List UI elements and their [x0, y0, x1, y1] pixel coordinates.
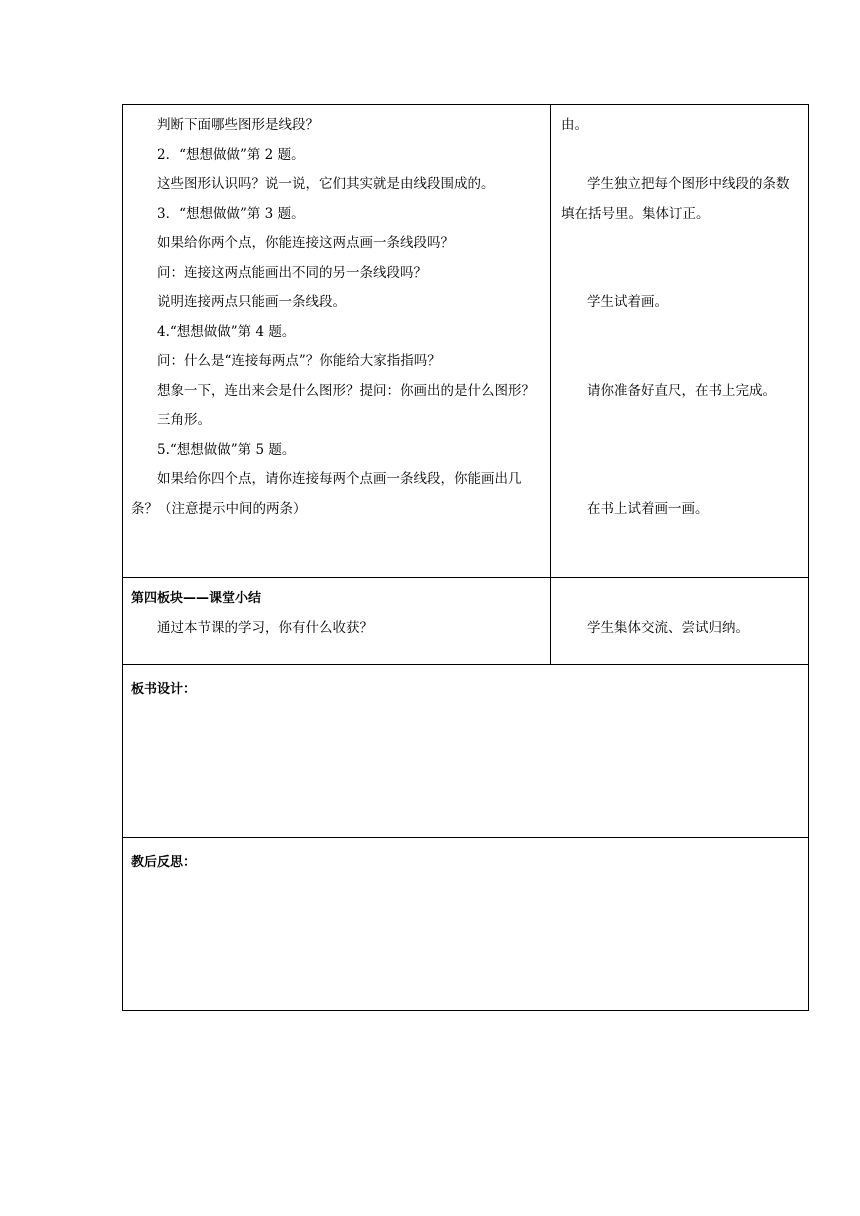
- reflection-row: [123, 838, 809, 1011]
- summary-cell: [123, 578, 551, 665]
- text-line: 三角形。: [157, 412, 211, 428]
- text-line: 在书上试着画一画。: [587, 500, 709, 517]
- text-line: 由。: [561, 117, 588, 133]
- text-line: 问：什么是“连接每两点”？你能给大家指指吗？: [157, 353, 441, 369]
- section-heading: 第四板块——课堂小结: [131, 591, 262, 606]
- text-line: 如果给你两个点，你能连接这两点画一条线段吗？: [157, 235, 454, 251]
- text-line: 说明连接两点只能画一条线段。: [157, 294, 346, 310]
- blackboard-label: 板书设计：: [131, 682, 197, 697]
- text-line: 通过本节课的学习，你有什么收获？: [157, 619, 373, 636]
- text-line: 2．“想想做做”第 2 题。: [157, 146, 305, 163]
- reflection-label: 教后反思：: [131, 855, 197, 870]
- blackboard-row: [123, 665, 809, 838]
- text-line: 3．“想想做做”第 3 题。: [157, 205, 305, 222]
- text-line: 4.“想想做做”第 4 题。: [157, 323, 296, 340]
- text-line: 学生独立把每个图形中线段的条数填在括号里。集体订正。: [561, 176, 790, 222]
- text-line: 判断下面哪些图形是线段？: [157, 117, 319, 133]
- student-activity-cell: [551, 105, 809, 578]
- spacer: [561, 318, 800, 377]
- blackboard-design-cell: [123, 665, 809, 838]
- text-line: 请你准备好直尺，在书上完成。: [587, 382, 776, 399]
- spacer: [561, 406, 800, 495]
- text-line: 这些图形认识吗？说一说，它们其实就是由线段围成的。: [157, 176, 495, 192]
- text-line: 学生集体交流、尝试归纳。: [587, 619, 749, 636]
- reflection-cell: [123, 838, 809, 1011]
- teacher-activity-cell: [123, 105, 551, 578]
- text-line: 5.“想想做做”第 5 题。: [157, 441, 296, 458]
- text-line: 如果给你四个点，请你连接每两个点画一条线段，你能画出几条？（注意提示中间的两条）: [131, 471, 522, 517]
- section4-row: [123, 578, 809, 665]
- spacer: [561, 584, 800, 614]
- spacer: [561, 141, 800, 171]
- text-line: 想象一下，连出来会是什么图形？提问：你画出的是什么图形？: [157, 382, 535, 399]
- text-line: 学生试着画。: [587, 294, 668, 310]
- summary-student-cell: [551, 578, 809, 665]
- spacer: [561, 229, 800, 288]
- text-line: 问：连接这两点能画出不同的另一条线段吗？: [157, 264, 427, 281]
- lesson-plan-table: [122, 104, 809, 1011]
- section3-row: [123, 105, 809, 578]
